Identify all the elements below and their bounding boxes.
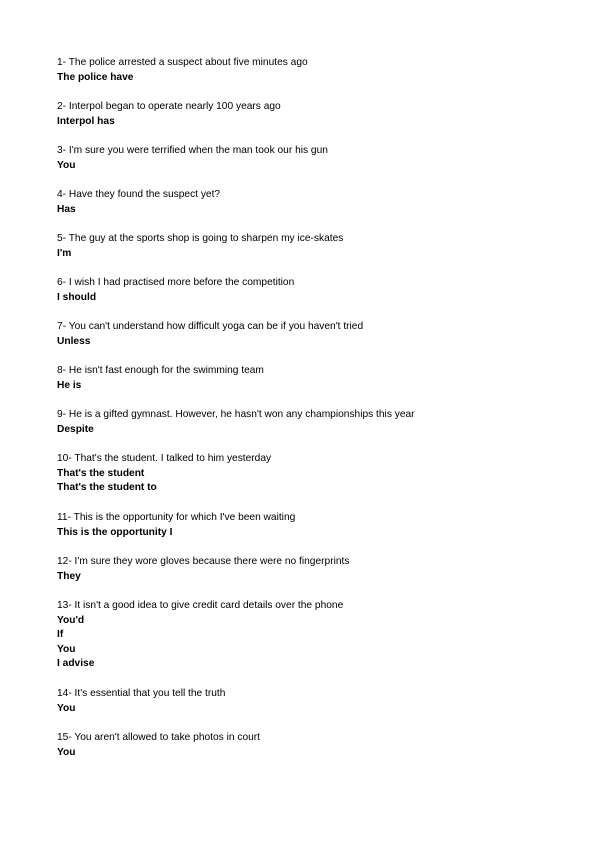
question-text: 12- I'm sure they wore gloves because there were no fingerprints [57,556,350,567]
answer-prompt: The police have [57,71,134,83]
answer-prompt: Interpol has [57,115,115,127]
answer-prompt: Unless [57,335,91,347]
exercise-item-1 [57,56,557,85]
exercise-item-13 [57,599,557,672]
answer-prompt: I advise [57,658,95,670]
answer-prompt: Has [57,203,76,215]
exercise-item-7 [57,320,557,349]
question-text: 8- He isn't fast enough for the swimming team [57,365,264,376]
answer-prompt: They [57,570,81,582]
exercise-item-3 [57,144,557,173]
exercise-item-8 [57,364,557,393]
answer-prompt: You [57,159,76,171]
answer-prompt: This is the opportunity I [57,526,173,538]
exercise-item-14 [57,687,557,716]
question-text: 6- I wish I had practised more before the competition [57,277,295,288]
question-text: 13- It isn't a good idea to give credit card details over the phone [57,600,344,611]
answer-prompt: You [57,702,76,714]
answer-prompt: Despite [57,423,94,435]
answer-prompt: You'd [57,614,85,626]
answer-prompt: I'm [57,247,72,259]
exercise-item-11 [57,511,557,540]
question-text: 2- Interpol began to operate nearly 100 years ago [57,101,281,112]
exercise-item-2 [57,100,557,129]
exercise-item-5 [57,232,557,261]
answer-prompt: That's the student [57,467,145,479]
exercise-item-4 [57,188,557,217]
question-text: 3- I'm sure you were terrified when the man took our his gun [57,145,328,156]
exercise-item-12 [57,555,557,584]
question-text: 5- The guy at the sports shop is going to sharpen my ice-skates [57,233,344,244]
exercise-item-10 [57,452,557,496]
question-text: 15- You aren't allowed to take photos in court [57,732,261,743]
answer-prompt: You [57,643,76,655]
question-text: 1- The police arrested a suspect about five minutes ago [57,57,308,68]
answer-prompt: I should [57,291,97,303]
question-text: 7- You can't understand how difficult yoga can be if you haven't tried [57,321,364,332]
question-text: 9- He is a gifted gymnast. However, he hasn't won any championships this year [57,409,415,420]
answer-prompt: If [57,629,64,641]
question-text: 10- That's the student. I talked to him yesterday [57,453,272,464]
answer-prompt: You [57,746,76,758]
answer-prompt: That's the student to [57,482,157,494]
question-text: 14- It's essential that you tell the truth [57,688,226,699]
question-text: 11- This is the opportunity for which I've been waiting [57,512,296,523]
question-text: 4- Have they found the suspect yet? [57,189,221,200]
exercise-item-6 [57,276,557,305]
exercise-item-15 [57,731,557,760]
answer-prompt: He is [57,379,82,391]
exercise-item-9 [57,408,557,437]
